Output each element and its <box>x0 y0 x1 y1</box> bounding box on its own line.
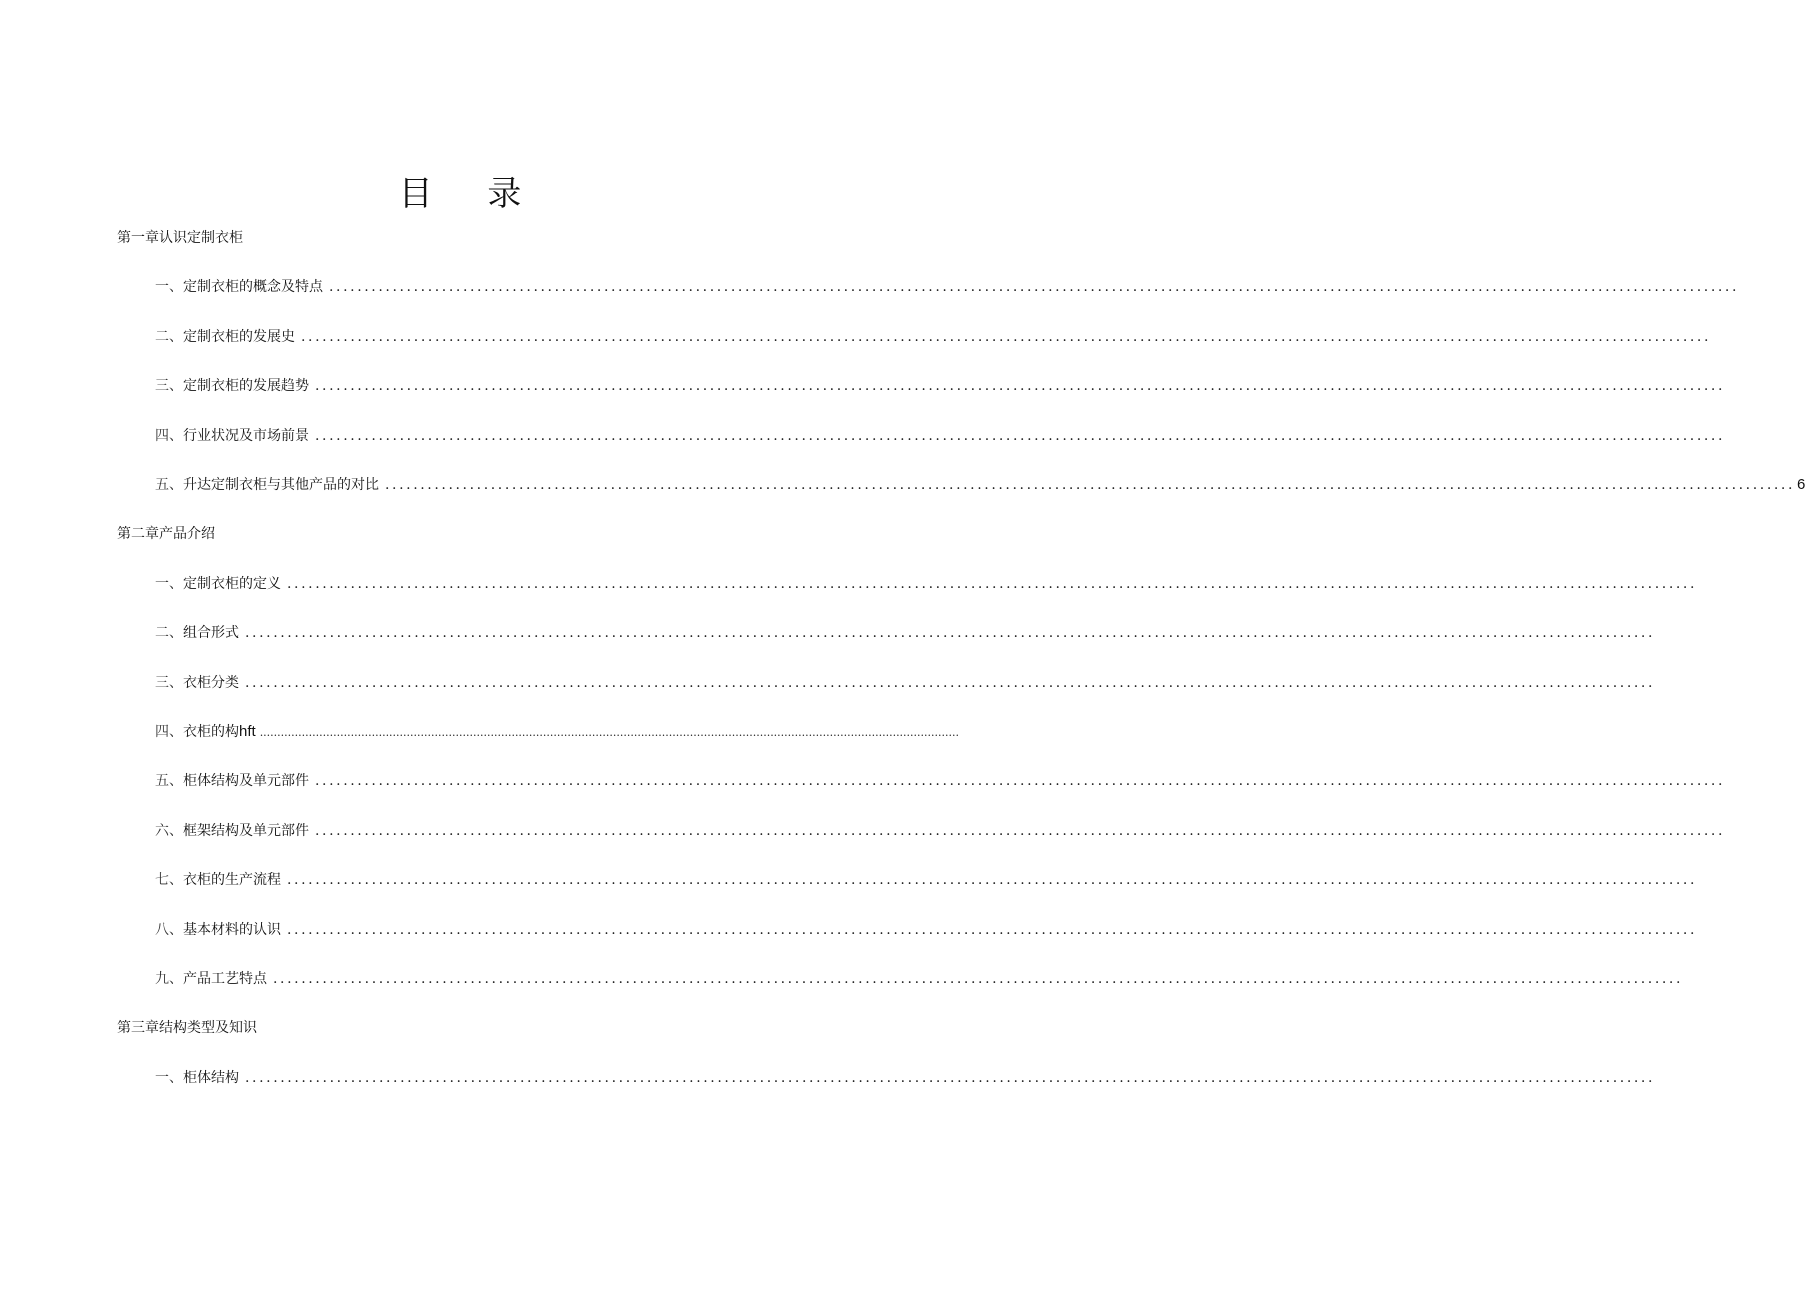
entry-label: 衣柜的生产流程 <box>183 872 281 888</box>
entry-number: 三、 <box>155 675 183 691</box>
entry-label: 柜体结构及单元部件 <box>183 773 309 789</box>
toc-entry[interactable] <box>0 720 960 744</box>
toc-entry[interactable] <box>0 769 1726 793</box>
toc-entry[interactable] <box>0 572 1698 596</box>
entry-number: 一、 <box>155 576 183 592</box>
toc-entry[interactable] <box>0 671 1656 695</box>
entry-label: 行业状况及市场前景 <box>183 428 309 444</box>
dot-leader: ........................................................................................................................................................................................................ <box>287 872 1698 888</box>
dot-leader: ........................................................................................................................................................................................................ <box>273 971 1684 987</box>
chapter-heading <box>0 1016 920 1040</box>
chapter-title: 第一章认识定制衣柜 <box>117 230 243 246</box>
entry-number: 一、 <box>155 279 183 295</box>
page-number: 6 <box>1797 476 1805 493</box>
chapter-title: 第二章产品介绍 <box>117 526 215 542</box>
toc-entry[interactable] <box>0 325 1712 349</box>
dot-leader: ........................................................................................................................................................................................................ <box>259 726 960 739</box>
dot-leader: ........................................................................................................................................................................................................ <box>315 823 1726 839</box>
entry-label: 定制衣柜的发展史 <box>183 329 295 345</box>
dot-leader: ........................................................................................................................................................................................................ <box>301 329 1712 345</box>
entry-label: 柜体结构 <box>183 1070 239 1086</box>
toc-entry[interactable] <box>0 868 1698 892</box>
dot-leader: ........................................................................................................................................................................................................ <box>315 773 1726 789</box>
dot-leader: ........................................................................................................................................................................................................ <box>287 922 1698 938</box>
entry-number: 二、 <box>155 625 183 641</box>
toc-entry[interactable] <box>0 819 1726 843</box>
toc-entry[interactable] <box>0 918 1698 942</box>
entry-label: 衣柜分类 <box>183 675 239 691</box>
entry-label: 升达定制衣柜与其他产品的对比 <box>183 477 379 493</box>
dot-leader: ........................................................................................................................................................................................................ <box>315 428 1726 444</box>
dot-leader: ........................................................................................................................................................................................................ <box>245 625 1656 641</box>
entry-label: 定制衣柜的定义 <box>183 576 281 592</box>
toc-entry[interactable] <box>0 424 1726 448</box>
entry-number: 三、 <box>155 378 183 394</box>
chapter-heading <box>0 522 920 546</box>
toc-entry[interactable] <box>0 275 1740 299</box>
entry-label: 产品工艺特点 <box>183 971 267 987</box>
entry-label: 定制衣柜的发展趋势 <box>183 378 309 394</box>
entry-number: 二、 <box>155 329 183 345</box>
entry-label: 基本材料的认识 <box>183 922 281 938</box>
dot-leader: ........................................................................................................................................................................................................ <box>315 378 1726 394</box>
dot-leader: ........................................................................................................................................................................................................ <box>287 576 1698 592</box>
chapter-heading <box>0 226 920 250</box>
chapter-title: 第三章结构类型及知识 <box>117 1020 257 1036</box>
entry-number: 五、 <box>155 773 183 789</box>
entry-label: 定制衣柜的概念及特点 <box>183 279 323 295</box>
dot-leader: ........................................................................................................................................................................................................ <box>329 279 1740 295</box>
toc-title: 目 录 <box>398 174 544 214</box>
entry-number: 五、 <box>155 477 183 493</box>
entry-number: 四、 <box>155 428 183 444</box>
toc-entry[interactable] <box>0 374 1726 398</box>
entry-number: 八、 <box>155 922 183 938</box>
toc-entry[interactable] <box>0 967 1684 991</box>
entry-label: 衣柜的构 <box>183 724 239 740</box>
toc-entry[interactable] <box>0 621 1656 645</box>
entry-number: 四、 <box>155 724 183 740</box>
toc-entry[interactable] <box>0 1066 1656 1090</box>
entry-number: 六、 <box>155 823 183 839</box>
entry-label: 框架结构及单元部件 <box>183 823 309 839</box>
entry-label-latin: hft <box>239 723 256 740</box>
dot-leader: ........................................................................................................................................................................................................ <box>385 477 1796 493</box>
toc-entry[interactable] <box>0 473 1805 497</box>
entry-number: 九、 <box>155 971 183 987</box>
dot-leader: ........................................................................................................................................................................................................ <box>245 675 1656 691</box>
entry-label: 组合形式 <box>183 625 239 641</box>
dot-leader: ........................................................................................................................................................................................................ <box>245 1070 1656 1086</box>
entry-number: 一、 <box>155 1070 183 1086</box>
entry-number: 七、 <box>155 872 183 888</box>
